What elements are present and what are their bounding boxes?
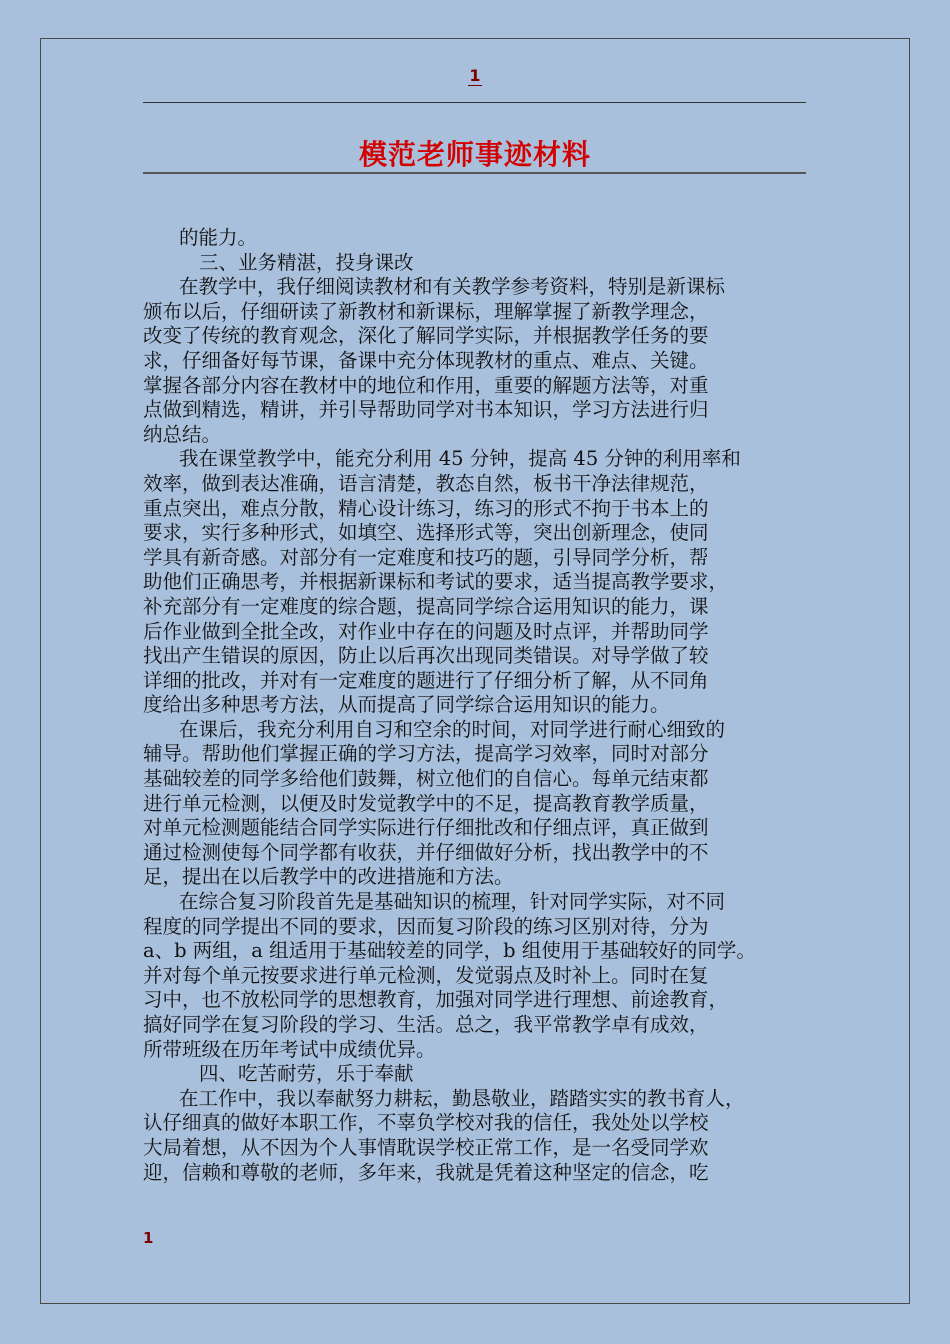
text-line: 并对每个单元按要求进行单元检测，发觉弱点及时补上。同时在复 (143, 963, 709, 987)
text-line: 详细的批改，并对有一定难度的题进行了仔细分析了解，从不同角 (143, 668, 709, 692)
text-line: 助他们正确思考，并根据新课标和考试的要求，适当提高教学要求， (143, 570, 729, 594)
text-line: 点做到精选，精讲，并引导帮助同学对书本知识，学习方法进行归 (143, 398, 709, 422)
text-line: 在教学中，我仔细阅读教材和有关教学参考资料，特别是新课标 (179, 275, 726, 299)
section-heading: 三、业务精湛，投身课改 (199, 250, 414, 274)
text-line: 所带班级在历年考试中成绩优异。 (143, 1037, 436, 1061)
document-body (143, 226, 823, 1185)
text-line: 对单元检测题能结合同学实际进行仔细批改和仔细点评，真正做到 (143, 816, 709, 840)
text-line: 学具有新奇感。对部分有一定难度和技巧的题，引导同学分析，帮 (143, 545, 709, 569)
text-line: 在综合复习阶段首先是基础知识的梳理，针对同学实际，对不同 (179, 890, 726, 914)
text-line: 我在课堂教学中，能充分利用 45 分钟，提高 45 分钟的利用率和 (179, 447, 741, 471)
text-line: 效率，做到表达准确，语言清楚，教态自然，板书干净法律规范， (143, 471, 709, 495)
text-line: 的能力。 (179, 226, 258, 249)
text-line: 要求，实行多种形式，如填空、选择形式等，突出创新理念，使同 (143, 521, 709, 545)
text-line: 纳总结。 (143, 422, 222, 446)
text-line: 求，仔细备好每节课，备课中充分体现教材的重点、难点、关键。 (143, 348, 709, 372)
text-line: 补充部分有一定难度的综合题，提高同学综合运用知识的能力，课 (143, 594, 709, 618)
text-line: 足，提出在以后教学中的改进措施和方法。 (143, 865, 514, 889)
text-line: 程度的同学提出不同的要求，因而复习阶段的练习区别对待，分为 (143, 914, 709, 938)
header-divider (143, 102, 806, 103)
title-divider (143, 172, 806, 174)
text-line: 掌握各部分内容在教材中的地位和作用，重要的解题方法等，对重 (143, 373, 709, 397)
text-line: 重点突出，难点分散，精心设计练习，练习的形式不拘于书本上的 (143, 496, 709, 520)
text-line: 在课后，我充分利用自习和空余的时间，对同学进行耐心细致的 (179, 717, 726, 741)
text-line: 改变了传统的教育观念，深化了解同学实际，并根据教学任务的要 (143, 324, 709, 348)
header-page-number (0, 66, 950, 85)
header-page-number-text: 1 (469, 66, 481, 85)
text-line: 认仔细真的做好本职工作，不辜负学校对我的信任，我处处以学校 (143, 1111, 709, 1135)
text-line: 基础较差的同学多给他们鼓舞，树立他们的自信心。每单元结束都 (143, 767, 709, 791)
section-heading: 四、吃苦耐劳，乐于奉献 (199, 1062, 414, 1086)
text-line: 找出产生错误的原因，防止以后再次出现同类错误。对导学做了较 (143, 644, 709, 668)
text-line: 度给出多种思考方法，从而提高了同学综合运用知识的能力。 (143, 693, 670, 717)
text-line: 习中，也不放松同学的思想教育，加强对同学进行理想、前途教育， (143, 988, 729, 1012)
text-line: a、b 两组，a 组适用于基础较差的同学，b 组使用于基础较好的同学。 (143, 939, 756, 963)
text-line: 迎，信赖和尊敬的老师，多年来，我就是凭着这种坚定的信念，吃 (143, 1160, 709, 1184)
footer-page-number: 1 (143, 1229, 154, 1247)
text-line: 大局着想，从不因为个人事情耽误学校正常工作，是一名受同学欢 (143, 1135, 709, 1159)
text-line: 通过检测使每个同学都有收获，并仔细做好分析，找出教学中的不 (143, 840, 709, 864)
document-title: 模范老师事迹材料 (358, 138, 591, 171)
text-line: 后作业做到全批全改，对作业中存在的问题及时点评，并帮助同学 (143, 619, 709, 643)
text-line: 颁布以后，仔细研读了新教材和新课标，理解掌握了新教学理念， (143, 299, 709, 323)
text-line: 在工作中，我以奉献努力耕耘，勤恳敬业，踏踏实实的教书育人， (179, 1086, 745, 1110)
text-line: 进行单元检测，以便及时发觉教学中的不足，提高教育教学质量， (143, 791, 709, 815)
text-line: 辅导。帮助他们掌握正确的学习方法，提高学习效率，同时对部分 (143, 742, 709, 766)
text-line: 搞好同学在复习阶段的学习、生活。总之，我平常教学卓有成效， (143, 1013, 709, 1036)
